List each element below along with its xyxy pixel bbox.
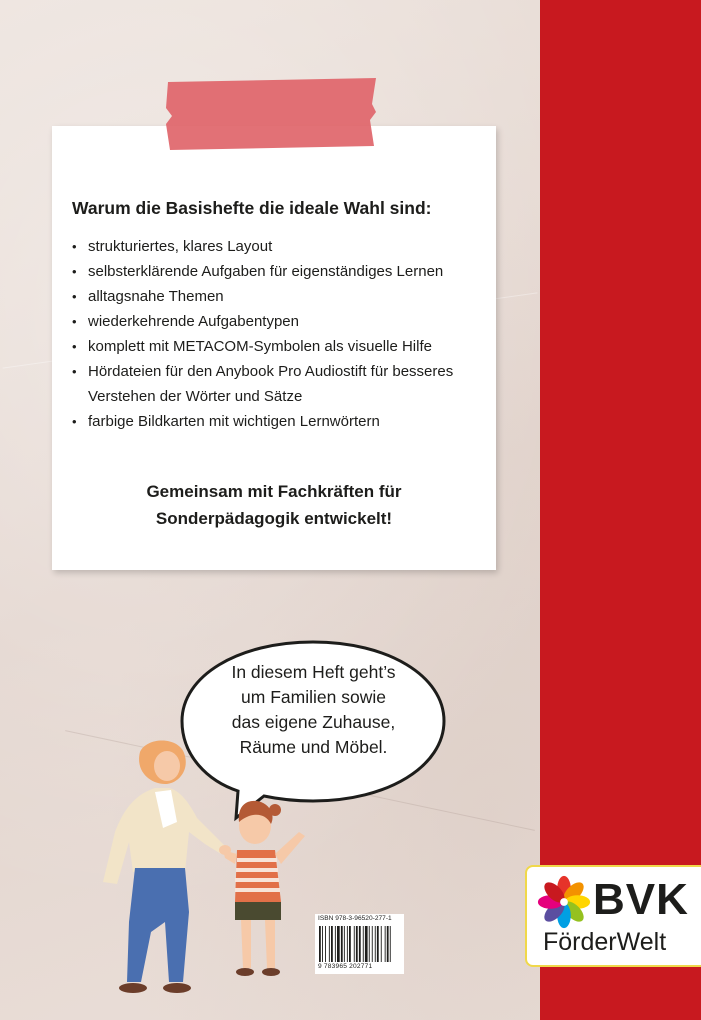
flower-logo-icon bbox=[535, 873, 593, 931]
child-figure bbox=[223, 801, 305, 976]
bullet-icon: • bbox=[72, 364, 77, 379]
list-item bbox=[72, 334, 492, 359]
barcode-box bbox=[315, 914, 404, 974]
list-item-text: farbige Bildkarten mit wichtigen Lernwörtern bbox=[88, 413, 380, 430]
list-item bbox=[72, 409, 492, 434]
bullet-icon: • bbox=[72, 414, 77, 429]
list-item bbox=[72, 284, 492, 309]
footer-line: Gemeinsam mit Fachkräften für bbox=[146, 482, 402, 501]
bullet-icon: • bbox=[72, 239, 77, 254]
barcode-digits: 9 783965 202771 bbox=[318, 963, 373, 970]
list-item-text: selbsterklärende Aufgaben für eigenständiges Lernen bbox=[88, 263, 444, 280]
list-item bbox=[72, 359, 492, 409]
list-item-text: wiederkehrende Aufgabentypen bbox=[88, 313, 299, 330]
bubble-line: In diesem Heft geht’s bbox=[231, 662, 396, 682]
mother-child-illustration bbox=[85, 732, 315, 1002]
bullet-icon: • bbox=[72, 289, 77, 304]
list-item-text: Hördateien für den Anybook Pro Audiostift für besseres Verstehen der Wörter und Sätze bbox=[88, 363, 454, 405]
tape-strip bbox=[164, 74, 378, 152]
list-item-text: komplett mit METACOM-Symbolen als visuelle Hilfe bbox=[88, 338, 432, 355]
list-item-text: strukturiertes, klares Layout bbox=[88, 238, 273, 255]
logo-brand: BVK bbox=[593, 875, 689, 924]
bullet-icon: • bbox=[72, 339, 77, 354]
footer-line: Sonderpädagogik entwickelt! bbox=[155, 509, 393, 528]
card-footer bbox=[52, 478, 496, 532]
card-heading: Warum die Basishefte die ideale Wahl sind: bbox=[72, 198, 432, 218]
list-item-text: alltagsnahe Themen bbox=[88, 288, 224, 305]
barcode-icon bbox=[319, 926, 401, 962]
feature-list bbox=[72, 234, 492, 434]
isbn-label: ISBN 978-3-96520-277-1 bbox=[318, 915, 392, 922]
bubble-line: das eigene Zuhause, bbox=[231, 712, 396, 732]
bubble-line: Räume und Möbel. bbox=[239, 737, 388, 757]
bubble-line: um Familien sowie bbox=[241, 687, 386, 707]
info-card bbox=[52, 126, 496, 570]
woman-figure bbox=[103, 740, 231, 993]
publisher-logo bbox=[525, 865, 701, 967]
list-item bbox=[72, 234, 492, 259]
logo-subtitle: FörderWelt bbox=[543, 928, 667, 956]
bullet-icon: • bbox=[72, 314, 77, 329]
list-item bbox=[72, 259, 492, 284]
bullet-icon: • bbox=[72, 264, 77, 279]
list-item bbox=[72, 309, 492, 334]
